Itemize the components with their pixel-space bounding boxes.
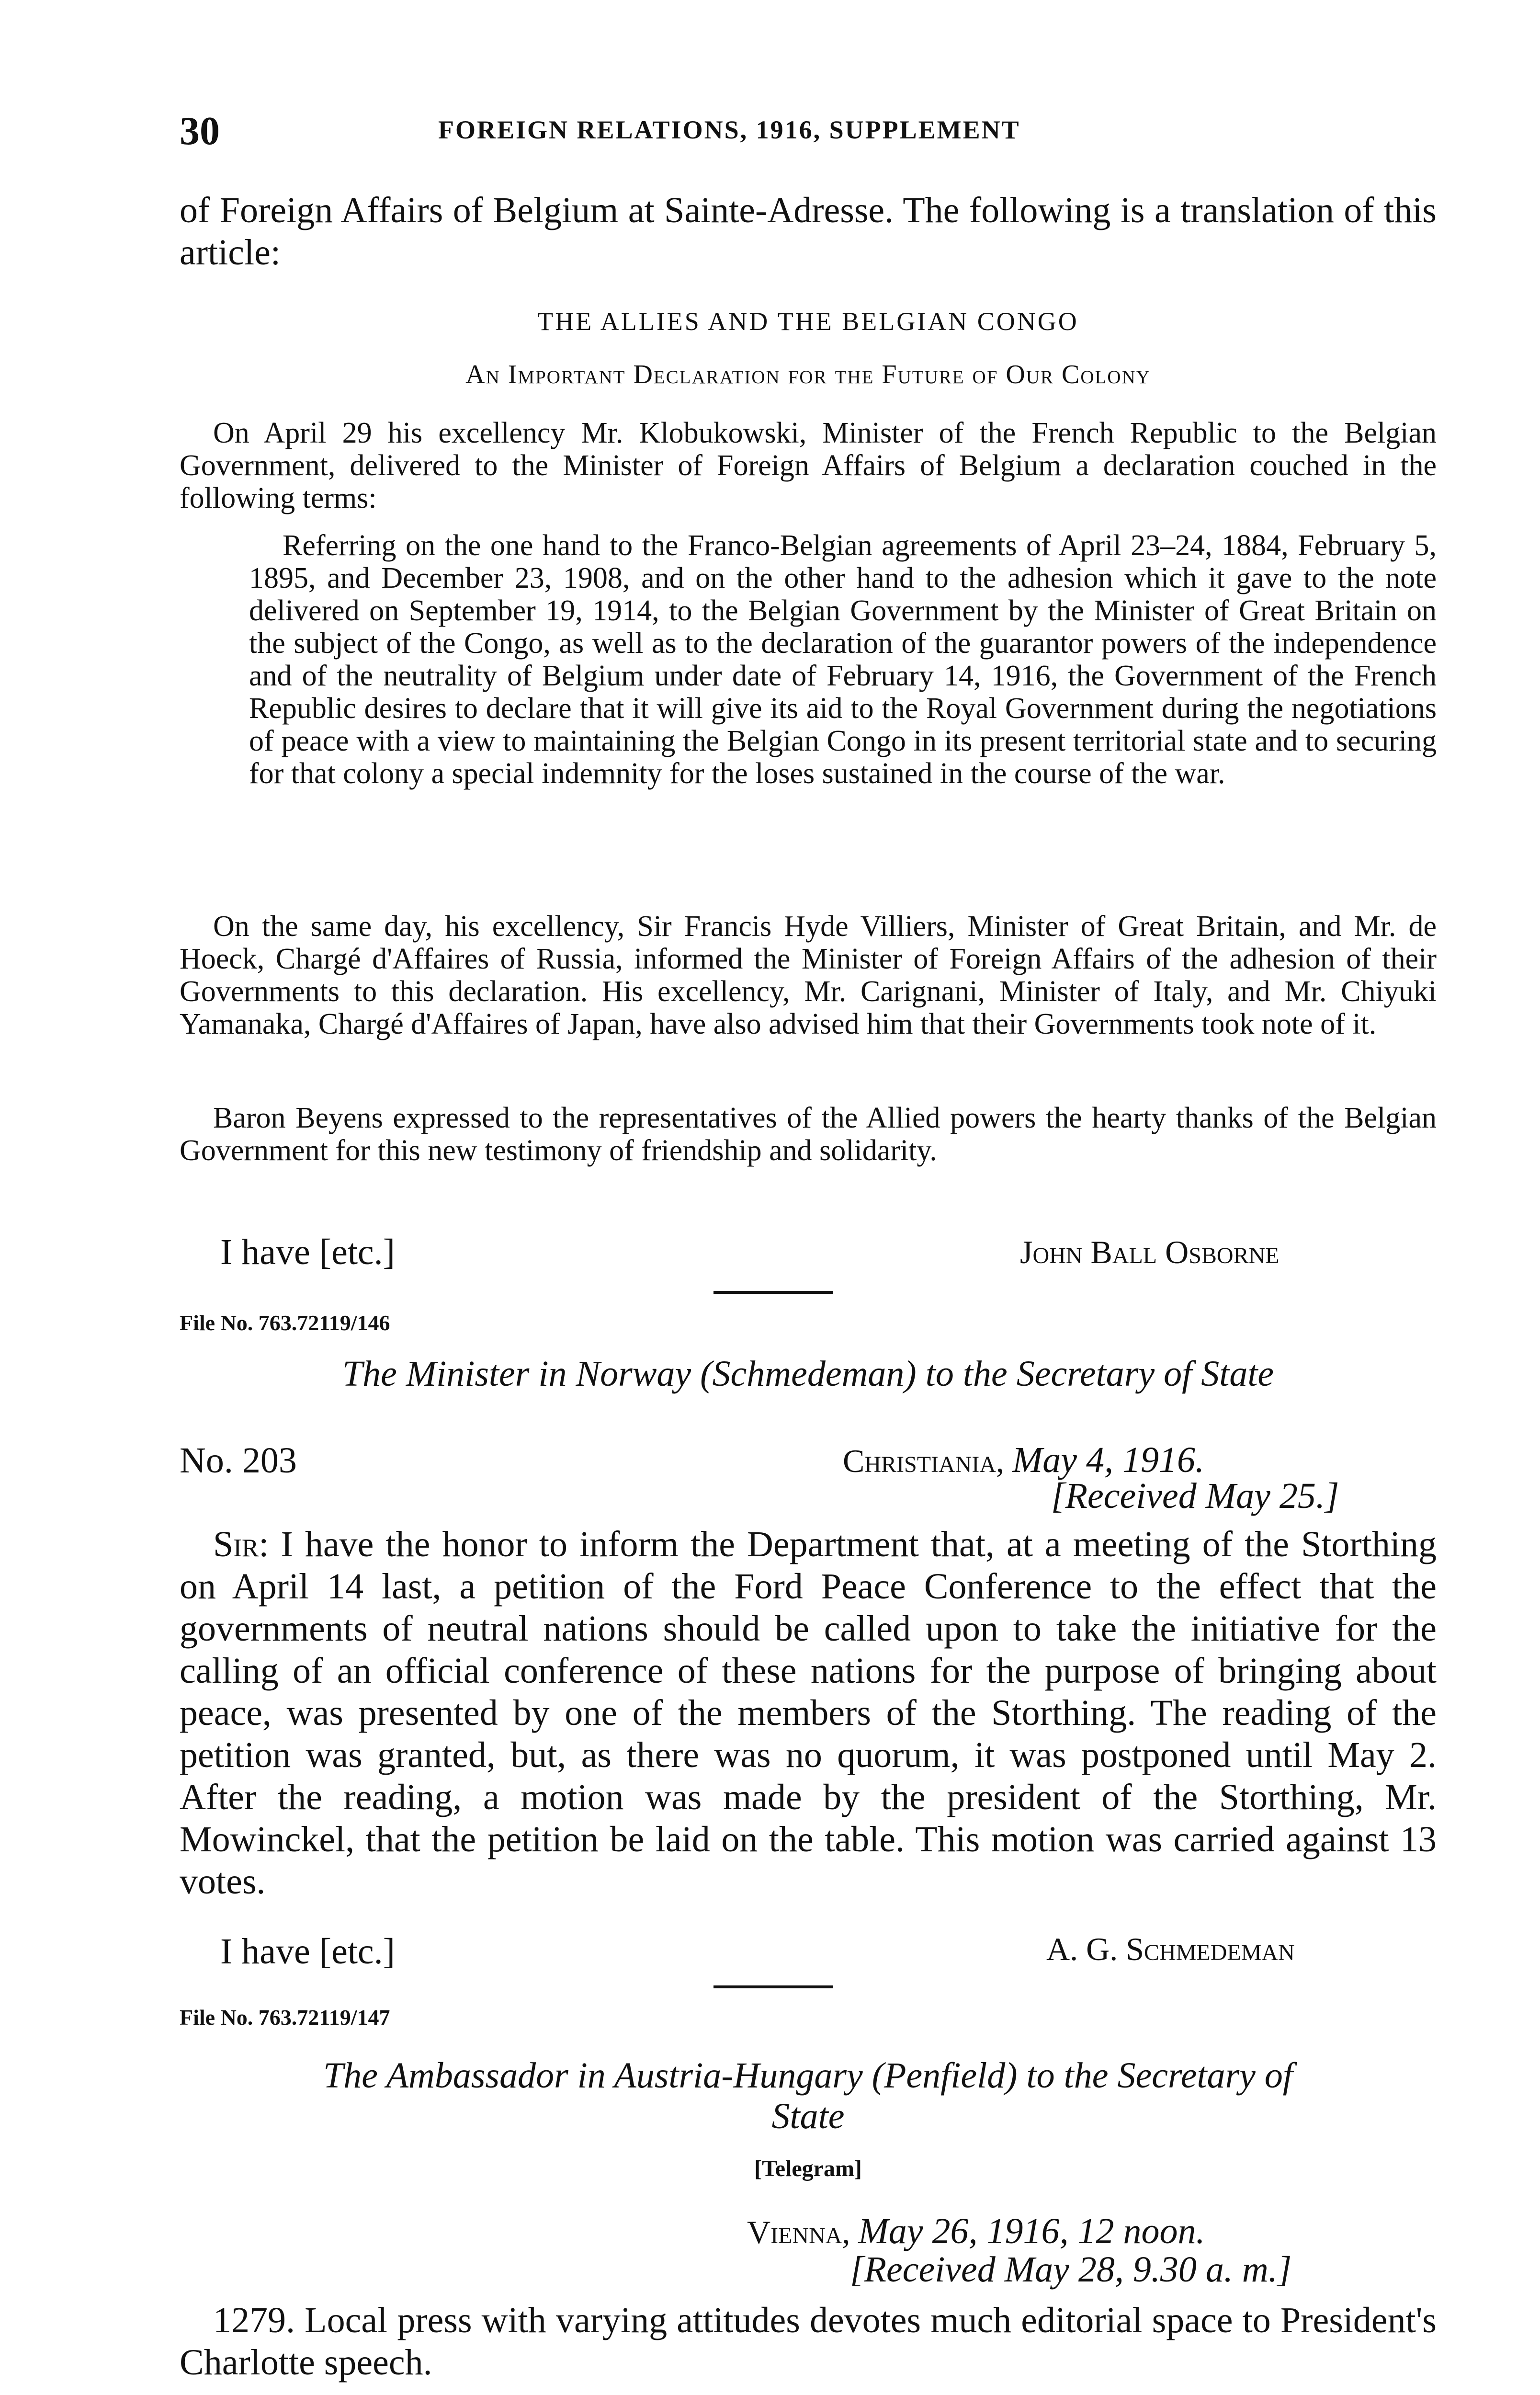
- document-number: No. 203: [180, 1440, 297, 1481]
- article-subtitle: An Important Declaration for the Future of Our Colony: [465, 360, 1151, 389]
- telegram-label: [Telegram]: [754, 2156, 862, 2181]
- file-number-147: File No. 763.72119/147: [180, 2005, 390, 2030]
- divider-rule-1: [713, 1291, 833, 1294]
- letter-body-norway: [180, 1523, 1437, 1903]
- document-heading-austria-line1: The Ambassador in Austria-Hungary (Penfield) to the Secretary of: [323, 2055, 1293, 2096]
- dateline-place: Christiania,: [843, 1443, 1004, 1479]
- document-heading-austria-line2: State: [771, 2096, 845, 2136]
- signature-osborne: John Ball Osborne: [1020, 1234, 1280, 1270]
- document-heading-norway: The Minister in Norway (Schmedeman) to the Secretary of State: [342, 1354, 1274, 1394]
- article-paragraph-2: On the same day, his excellency, Sir Francis Hyde Villiers, Minister of Great Britain, and Mr. de Hoeck, Chargé d'Affaires of Russia, informed the Minister of Foreign Affairs of the adhesion of their Governments to this declaration. His excellency, Mr. Carignani, Minister of Italy, and Mr. Chiyuki Yamanaka, Chargé d'Affaires of Japan, have also advised him that their Governments took note of it.: [180, 910, 1437, 1040]
- closing-text-1: I have [etc.]: [220, 1232, 395, 1272]
- closing-text-2: I have [etc.]: [220, 1931, 395, 1972]
- divider-rule-2: [713, 1985, 833, 1988]
- running-header: FOREIGN RELATIONS, 1916, SUPPLEMENT: [438, 115, 1020, 144]
- received-date: [Received May 25.]: [1051, 1476, 1339, 1516]
- file-number-146: File No. 763.72119/146: [180, 1311, 390, 1335]
- telegram-body: 1279. Local press with varying attitudes devotes much editorial space to President's Charlotte speech.: [180, 2300, 1437, 2383]
- dateline-date-vienna: May 26, 1916, 12 noon.: [858, 2211, 1205, 2251]
- signature-schmedeman: A. G. Schmedeman: [1046, 1931, 1295, 1967]
- received-date-vienna: [Received May 28, 9.30 a. m.]: [850, 2249, 1292, 2290]
- intro-paragraph: of Foreign Affairs of Belgium at Sainte-Adresse. The following is a translation of this article:: [180, 190, 1437, 273]
- declaration-quote: Referring on the one hand to the Franco-Belgian agreements of April 23–24, 1884, February 5, 1895, and December 23, 1908, and on the other hand to the adhesion which it gave to the note delivered on September 19, 1914, to the Belgian Government by the Minister of Great Britain on the subject of the Congo, as well as to the declaration of the guarantor powers of the independence and of the neutrality of Belgium under date of February 14, 1916, the Government of the French Republic desires to declare that it will give its aid to the Royal Government during the negotiations of peace with a view to maintaining the Belgian Congo in its present territorial state and to securing for that colony a special indemnity for the loses sustained in the course of the war.: [249, 529, 1437, 790]
- page-number: 30: [180, 109, 220, 153]
- dateline-place-vienna: Vienna,: [747, 2214, 850, 2250]
- letter-body-text: I have the honor to inform the Department that, at a meeting of the Storthing on April 14 last, a petition of the Ford Peace Conference to the effect that the governments of neutral nations should be called upon to take the initiative for the calling of an official conference of these nations for the purpose of bringing about peace, was presented by one of the members of the Storthing. The reading of the petition was granted, but, as there was no quorum, it was postponed until May 2. After the reading, a motion was made by the president of the Storthing, Mr. Mowinckel, that the petition be laid on the table. This motion was carried against 13 votes.: [180, 1524, 1437, 1902]
- article-title: THE ALLIES AND THE BELGIAN CONGO: [537, 307, 1079, 336]
- salutation: Sir:: [213, 1524, 269, 1564]
- dateline-date: May 4, 1916.: [1012, 1440, 1205, 1480]
- article-paragraph-3: Baron Beyens expressed to the representatives of the Allied powers the hearty thanks of the Belgian Government for this new testimony of friendship and solidarity.: [180, 1102, 1437, 1167]
- article-paragraph-1: On April 29 his excellency Mr. Klobukowski, Minister of the French Republic to the Belgian Government, delivered to the Minister of Foreign Affairs of Belgium a declaration couched in the following terms:: [180, 417, 1437, 514]
